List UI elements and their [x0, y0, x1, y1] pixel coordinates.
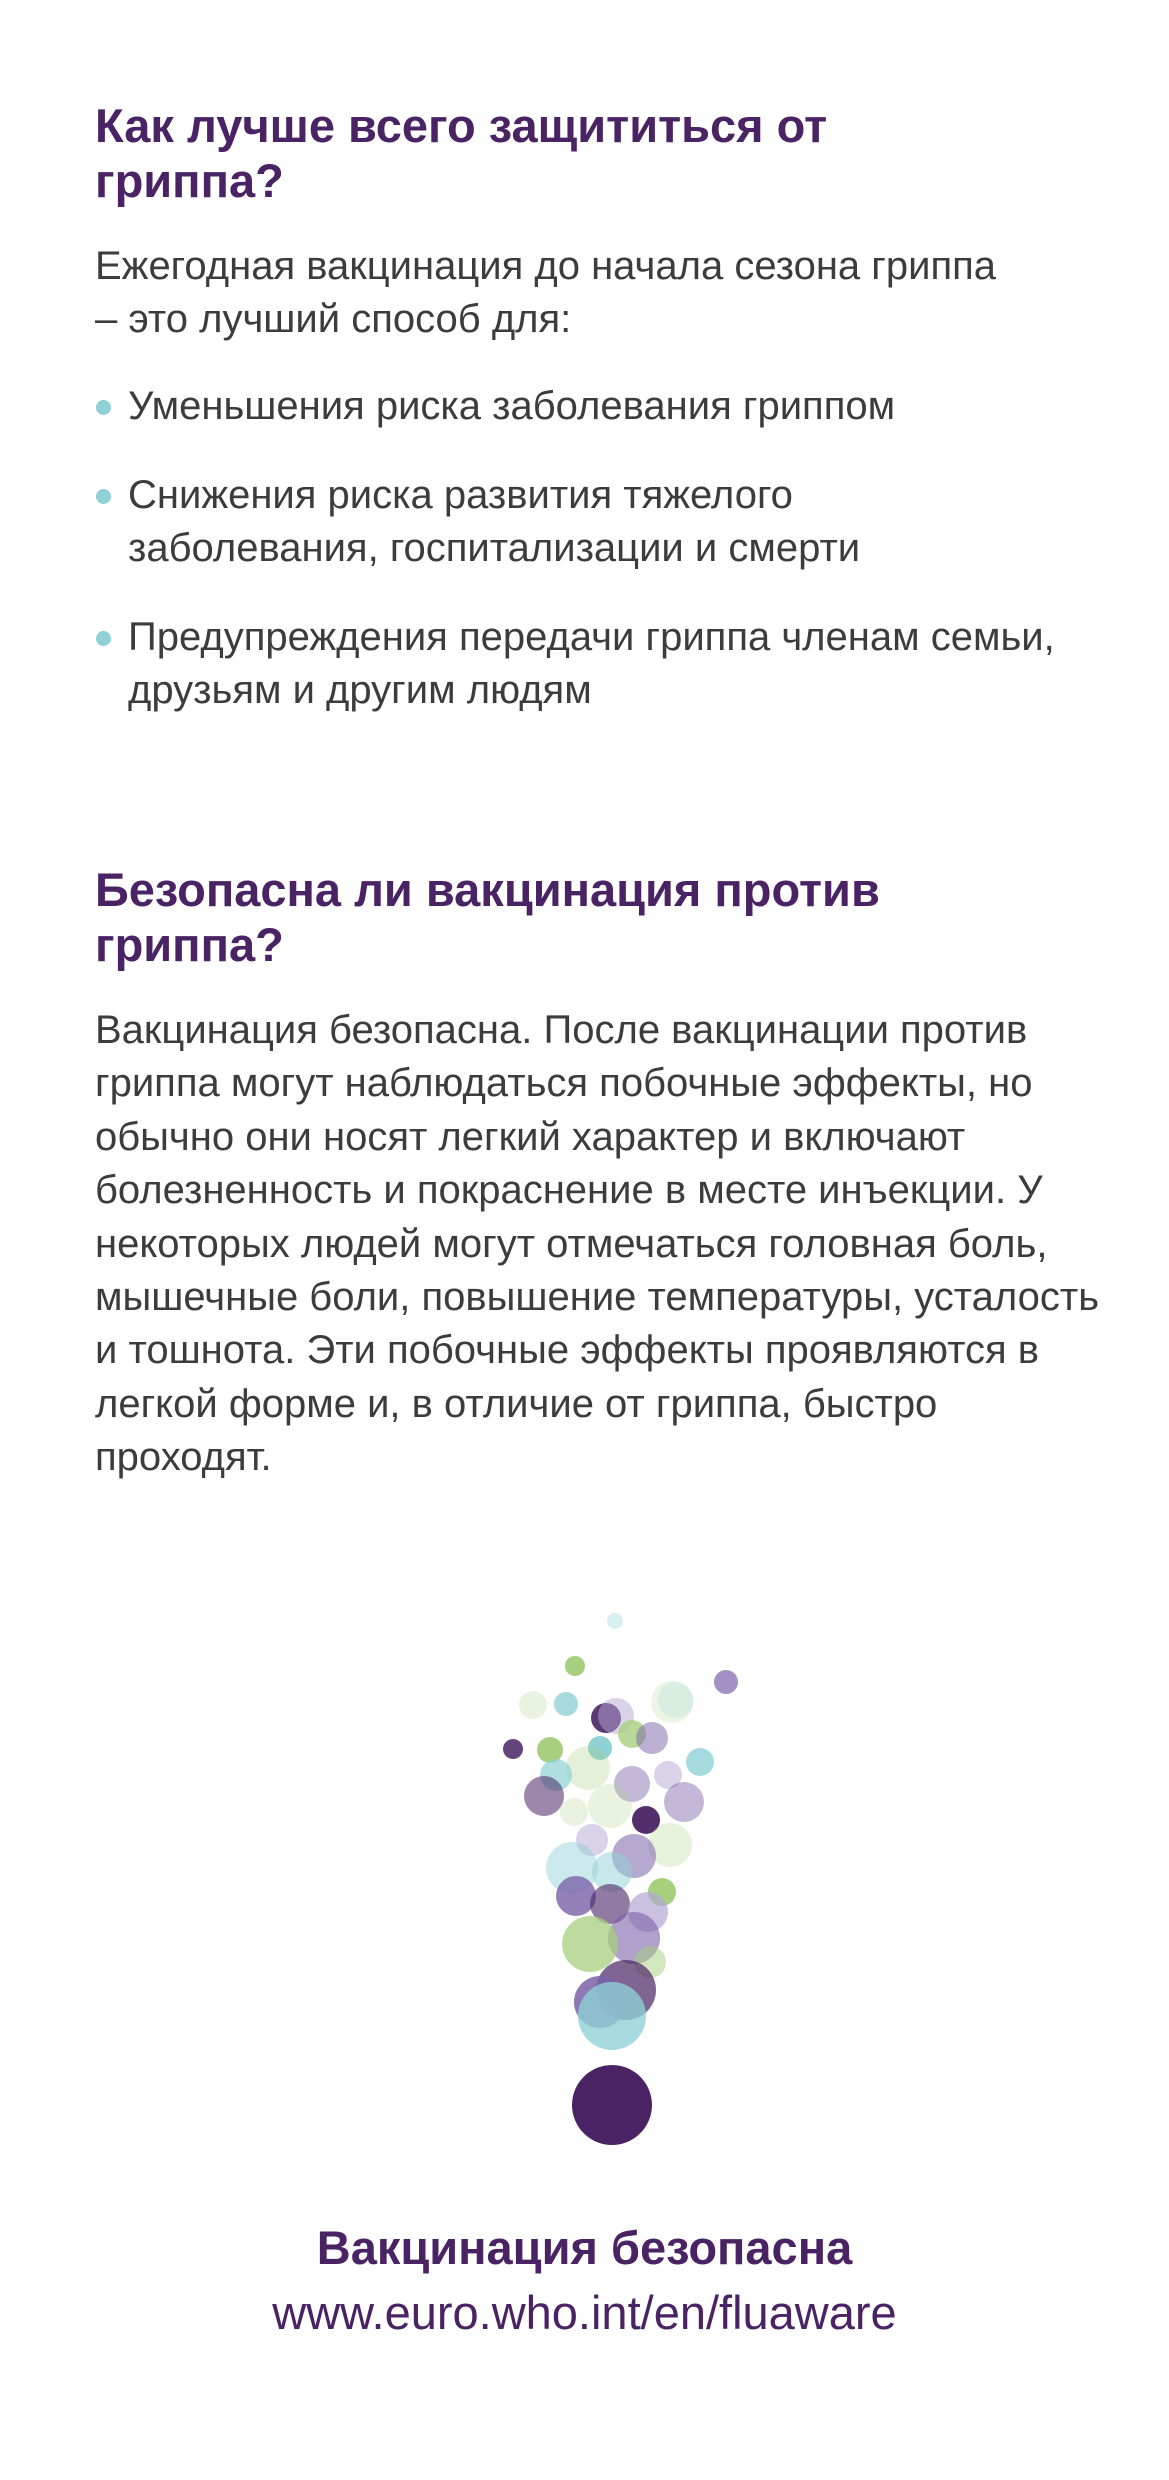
intro-text: Ежегодная вакцинация до начала сезона гриппа – это лучший способ для: — [95, 244, 997, 341]
bullet-text: Предупреждения передачи гриппа членам семьи, друзьям и другим людям — [128, 615, 1055, 712]
footer-url-link[interactable]: www.euro.who.int/en/fluaware — [272, 2286, 897, 2339]
heading-protection: Как лучше всего защититься от гриппа? — [95, 99, 828, 207]
bullet-text: Уменьшения риска заболевания гриппом — [128, 384, 896, 428]
heading-safety: Безопасна ли вакцинация против гриппа? — [95, 863, 880, 971]
footer — [0, 2215, 1169, 2345]
safety-body-text: Вакцинация безопасна. После вакцинации против гриппа могут наблюдаться побочные эффекты, но обычно они носят легкий характер и включают болезненность и покраснение в месте инъекции. У некоторых людей могут отмечаться головная боль, мышечные боли, повышение температуры, усталость и тошнота. Эти побочные эффекты проявляются в легкой форме и, в отличие от гриппа, быстро проходят. — [95, 1008, 1100, 1480]
bullet-text: Снижения риска развития тяжелого заболевания, госпитализации и смерти — [128, 473, 861, 570]
footer-title: Вакцинация безопасна — [316, 2221, 853, 2274]
